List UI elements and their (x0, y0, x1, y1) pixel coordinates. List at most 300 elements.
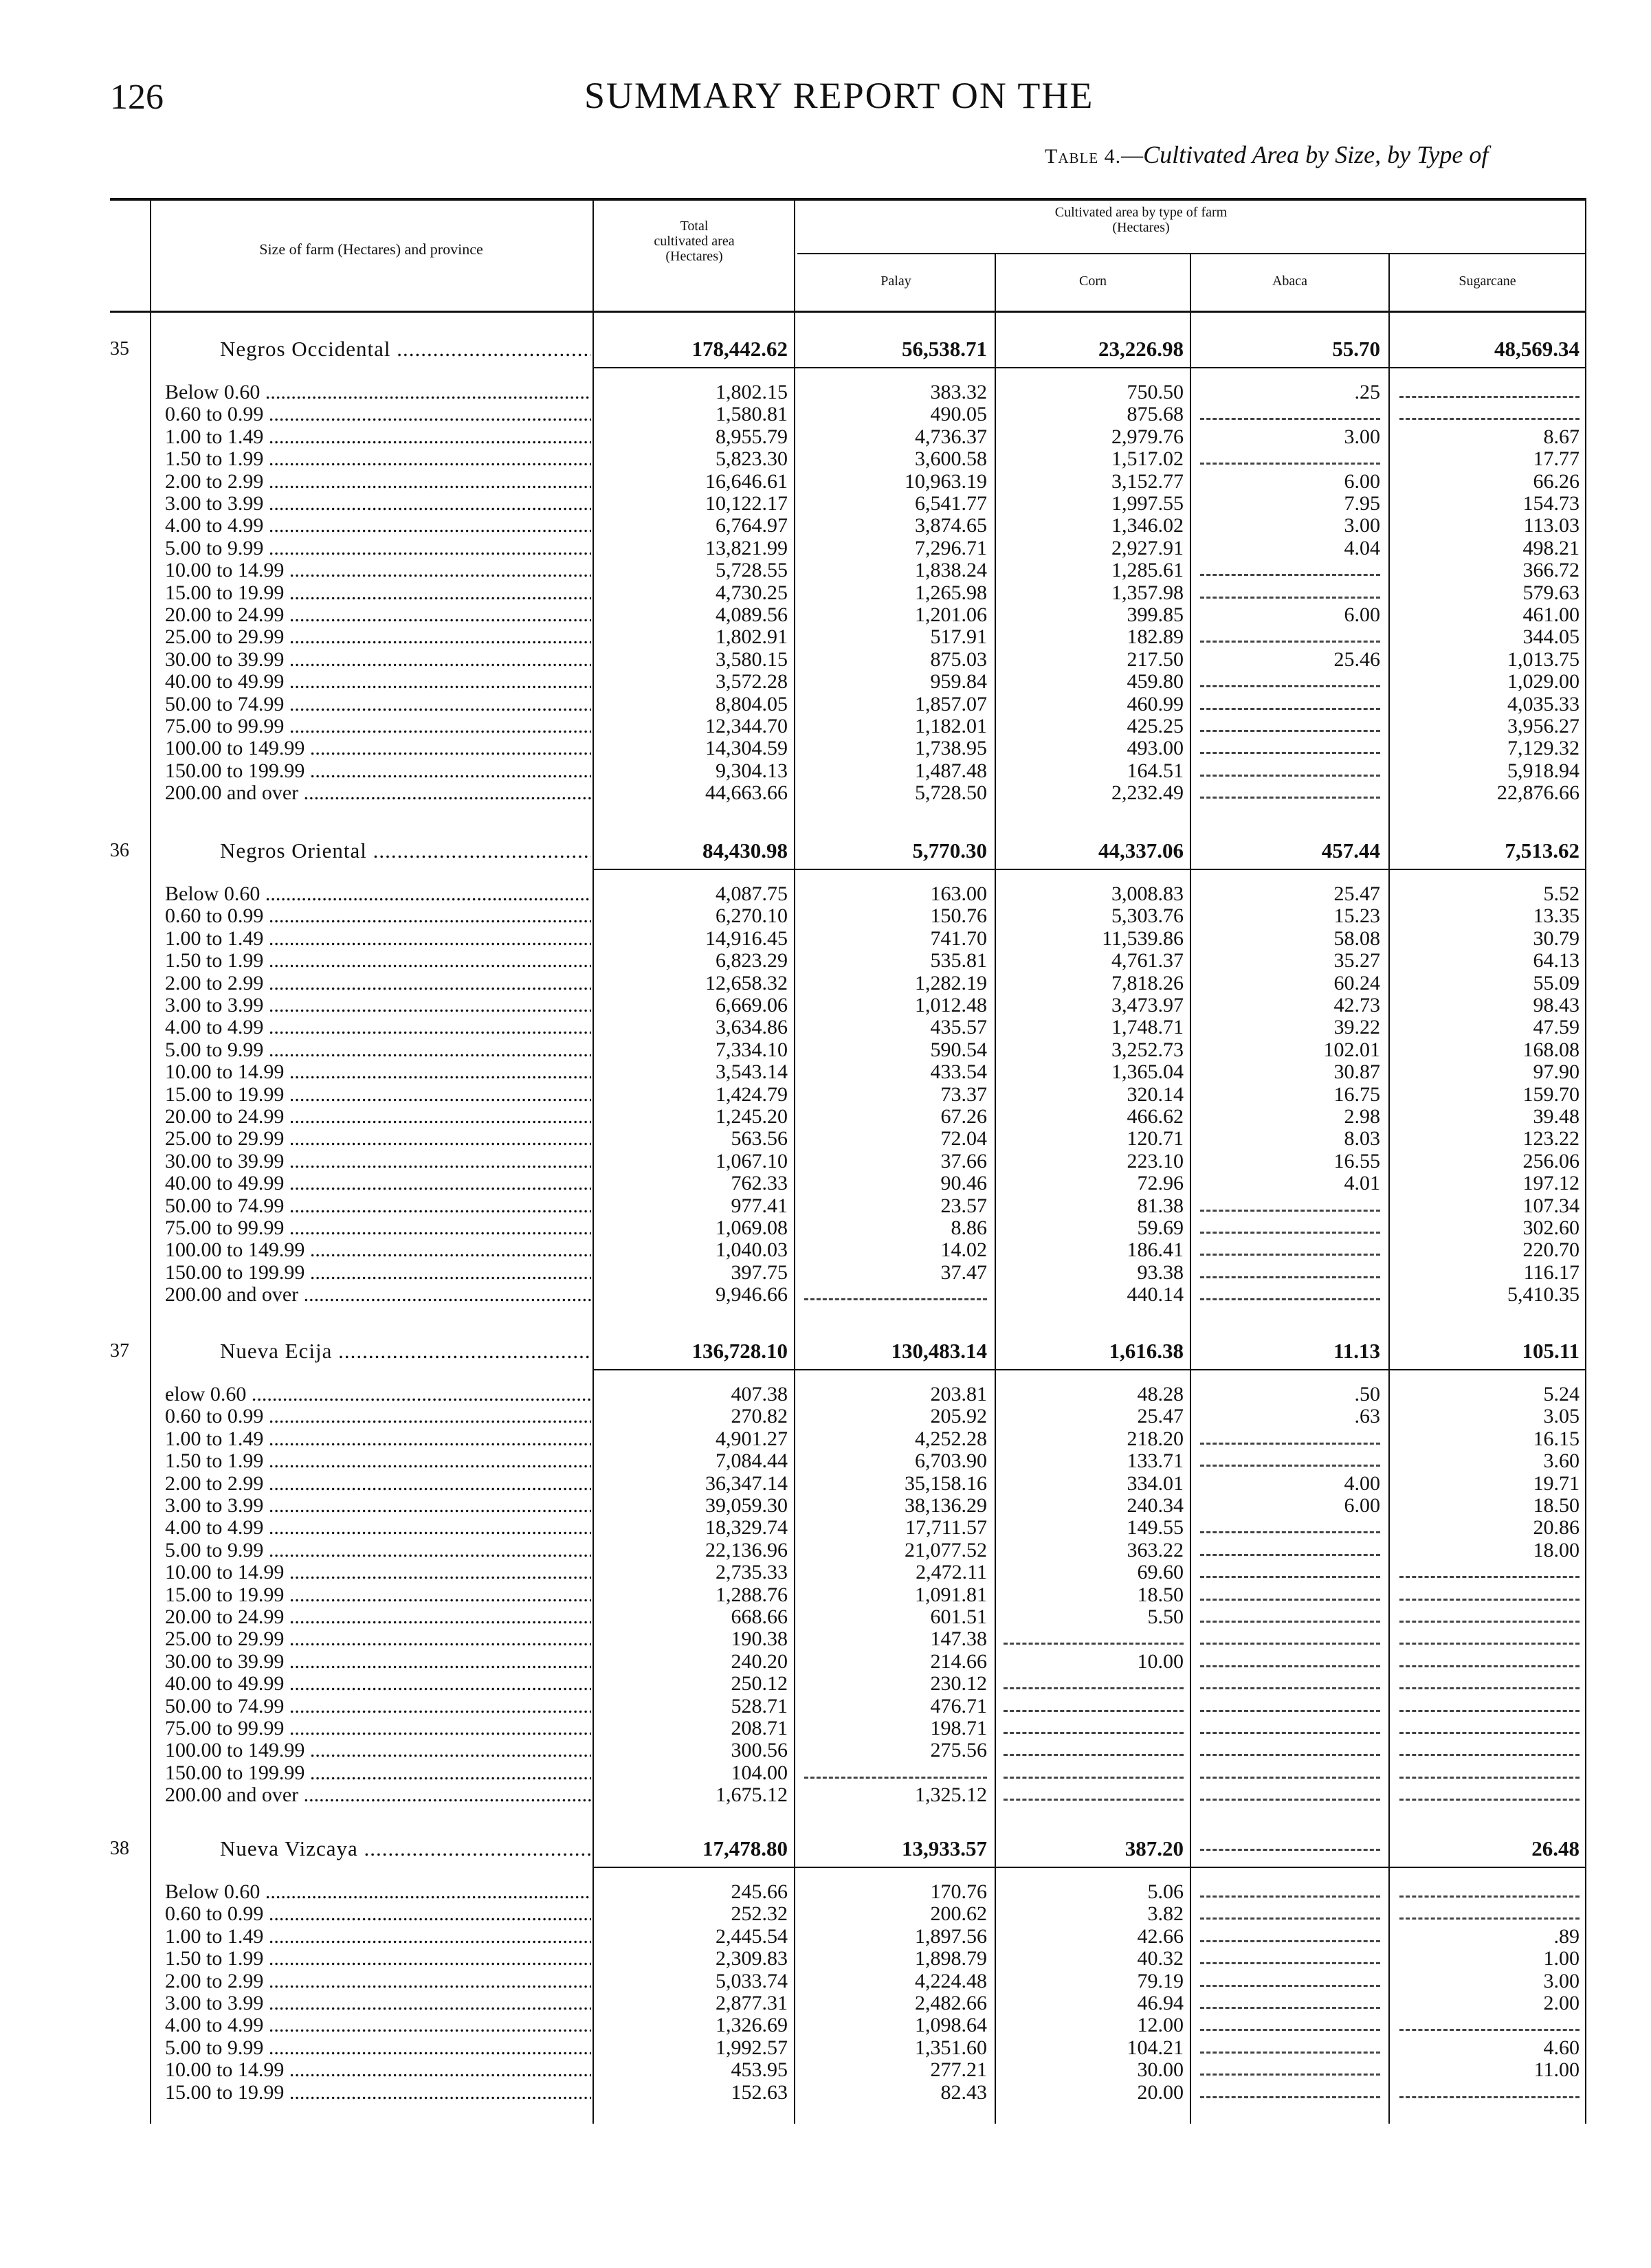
value-cell: 79.19 (1137, 1970, 1184, 1992)
table-row (0, 1150, 1651, 1172)
value-cell: 81.38 (1137, 1194, 1184, 1217)
value-cell: 1,487.48 (915, 759, 987, 782)
value-cell: 435.57 (930, 1016, 987, 1038)
table-row (0, 927, 1651, 950)
value-cell: 19.71 (1533, 1472, 1580, 1495)
value-cell: 42.66 (1137, 1925, 1184, 1948)
total-cell: 56,538.71 (902, 337, 987, 361)
empty-cell (1200, 1232, 1380, 1234)
empty-cell (1399, 1576, 1580, 1578)
value-cell: 1,802.15 (716, 381, 788, 403)
value-cell: 7,296.71 (915, 537, 987, 559)
value-cell: 149.55 (1127, 1516, 1184, 1539)
size-class-label: 5.00 to 9.99 ..... (165, 1539, 591, 1561)
value-cell: 18.50 (1137, 1583, 1184, 1606)
value-cell: 10.00 (1137, 1650, 1184, 1673)
value-cell: 46.94 (1137, 1992, 1184, 2014)
value-cell: 601.51 (930, 1605, 987, 1628)
empty-cell (1200, 1732, 1380, 1734)
empty-cell (1200, 1849, 1380, 1851)
empty-cell (1004, 1710, 1184, 1712)
value-cell: 668.66 (731, 1605, 788, 1628)
value-cell: 35,158.16 (905, 1472, 987, 1495)
value-cell: 2,735.33 (716, 1561, 788, 1583)
value-cell: 460.99 (1127, 693, 1184, 715)
value-cell: 425.25 (1127, 715, 1184, 737)
group-header-rule (797, 253, 1585, 254)
value-cell: 1,326.69 (716, 2014, 788, 2036)
value-cell: 383.32 (930, 381, 987, 403)
value-cell: 762.33 (731, 1172, 788, 1194)
value-cell: 875.03 (930, 648, 987, 671)
value-cell: 2,482.66 (915, 1992, 987, 2014)
table-row (0, 1283, 1651, 1306)
table-row (0, 2058, 1651, 2081)
value-cell: 1,992.57 (716, 2036, 788, 2059)
empty-cell (1004, 1799, 1184, 1801)
value-cell: 875.68 (1127, 403, 1184, 425)
value-cell: 1,997.55 (1111, 492, 1184, 515)
value-cell: 1,802.91 (716, 625, 788, 648)
size-class-label: 100.00 to 149.99 ..... (165, 1739, 591, 1761)
table-row (0, 1261, 1651, 1284)
value-cell: 217.50 (1127, 648, 1184, 671)
size-class-label: 15.00 to 19.99 ..... (165, 2081, 591, 2104)
value-cell: 270.82 (731, 1405, 788, 1427)
value-cell: 344.05 (1522, 625, 1580, 648)
value-cell: 1,029.00 (1507, 670, 1580, 693)
value-cell: 300.56 (731, 1739, 788, 1761)
table-row (0, 2036, 1651, 2059)
value-cell: 25.47 (1333, 882, 1380, 905)
empty-cell (1200, 752, 1380, 754)
province-total-rule (592, 869, 1585, 870)
value-cell: 182.89 (1127, 625, 1184, 648)
size-class-label: 3.00 to 3.99 ..... (165, 492, 591, 515)
value-cell: 1,013.75 (1507, 648, 1580, 671)
size-class-label: 75.00 to 99.99 ..... (165, 1216, 591, 1239)
size-class-label: 5.00 to 9.99 ..... (165, 2036, 591, 2059)
value-cell: 240.34 (1127, 1494, 1184, 1517)
size-class-label: 50.00 to 74.99 ..... (165, 693, 591, 715)
value-cell: 1.00 (1543, 1947, 1580, 1970)
size-class-label: 1.50 to 1.99 ..... (165, 447, 591, 470)
size-class-label: 4.00 to 4.99 ..... (165, 2014, 591, 2036)
total-cell: 136,728.10 (691, 1339, 788, 1363)
value-cell: 6,541.77 (915, 492, 987, 515)
empty-cell (1200, 775, 1380, 777)
value-cell: 35.27 (1333, 949, 1380, 972)
size-class-label: 5.00 to 9.99 ..... (165, 1038, 591, 1061)
value-cell: 2,472.11 (916, 1561, 987, 1583)
size-class-label: 20.00 to 24.99 ..... (165, 603, 591, 626)
value-cell: 55.09 (1533, 972, 1580, 994)
empty-cell (1200, 730, 1380, 732)
value-cell: 2,979.76 (1111, 425, 1184, 448)
value-cell: 4.01 (1344, 1172, 1380, 1194)
size-class-label: 30.00 to 39.99 ..... (165, 1650, 591, 1673)
table-row (0, 2014, 1651, 2036)
value-cell: 14,916.45 (705, 927, 788, 950)
total-cell: 130,483.14 (891, 1339, 987, 1363)
value-cell: 6.00 (1344, 603, 1380, 626)
empty-cell (1200, 2007, 1380, 2009)
value-cell: 16.75 (1333, 1083, 1380, 1106)
value-cell: 152.63 (731, 2081, 788, 2104)
value-cell: 1,098.64 (915, 2014, 987, 2036)
header-sugarcane: Sugarcane (1459, 274, 1516, 289)
value-cell: 3,600.58 (915, 447, 987, 470)
value-cell: 277.21 (930, 2058, 987, 2081)
value-cell: 1,738.95 (915, 737, 987, 759)
header-palay: Palay (880, 274, 911, 289)
header-corn: Corn (1079, 274, 1107, 289)
value-cell: 1,346.02 (1111, 514, 1184, 537)
empty-cell (1200, 708, 1380, 710)
value-cell: 407.38 (731, 1383, 788, 1405)
table-row (0, 1016, 1651, 1038)
value-cell: 3,956.27 (1507, 715, 1580, 737)
province-total-rule (592, 367, 1585, 368)
empty-cell (1399, 1599, 1580, 1601)
size-class-label: 40.00 to 49.99 ..... (165, 1172, 591, 1194)
value-cell: 1,265.98 (915, 581, 987, 604)
value-cell: 107.34 (1522, 1194, 1580, 1217)
value-cell: 72.96 (1137, 1172, 1184, 1194)
value-cell: 23.57 (940, 1194, 987, 1217)
value-cell: 3,634.86 (716, 1016, 788, 1038)
value-cell: 147.38 (930, 1627, 987, 1650)
size-class-label: 1.50 to 1.99 ..... (165, 1947, 591, 1970)
empty-cell (1200, 685, 1380, 687)
table-row (0, 1449, 1651, 1472)
size-class-label: 75.00 to 99.99 ..... (165, 1717, 591, 1739)
total-cell: 23,226.98 (1098, 337, 1184, 361)
empty-cell (1004, 1643, 1184, 1645)
value-cell: 20.00 (1137, 2081, 1184, 2104)
empty-cell (1200, 1443, 1380, 1445)
value-cell: 1,898.79 (915, 1947, 987, 1970)
value-cell: 42.73 (1333, 994, 1380, 1016)
table-row (0, 1494, 1651, 1517)
value-cell: 517.91 (930, 625, 987, 648)
empty-cell (1399, 1643, 1580, 1645)
size-class-label: 20.00 to 24.99 ..... (165, 1105, 591, 1128)
value-cell: 22,136.96 (705, 1539, 788, 1561)
value-cell: 64.13 (1533, 949, 1580, 972)
value-cell: 4,761.37 (1111, 949, 1184, 972)
empty-cell (1004, 1732, 1184, 1734)
value-cell: 10,963.19 (905, 470, 987, 493)
value-cell: 1,091.81 (915, 1583, 987, 1606)
table-row (0, 1405, 1651, 1427)
value-cell: 1,365.04 (1111, 1060, 1184, 1083)
table-row (0, 1105, 1651, 1128)
value-cell: 104.00 (731, 1761, 788, 1784)
size-class-label: Below 0.60 ..... (165, 882, 591, 905)
size-class-label: 100.00 to 149.99 ..... (165, 1238, 591, 1261)
value-cell: 5.06 (1147, 1880, 1184, 1903)
province-total-row (0, 836, 1651, 866)
value-cell: 1,069.08 (716, 1216, 788, 1239)
size-class-label: 20.00 to 24.99 ..... (165, 1605, 591, 1628)
value-cell: 58.08 (1333, 927, 1380, 950)
value-cell: 498.21 (1522, 537, 1580, 559)
size-class-label: 2.00 to 2.99 ..... (165, 1970, 591, 1992)
empty-cell (1200, 597, 1380, 599)
value-cell: 214.66 (930, 1650, 987, 1673)
value-cell: 73.37 (940, 1083, 987, 1106)
table-row (0, 581, 1651, 604)
value-cell: 10,122.17 (705, 492, 788, 515)
value-cell: 3,572.28 (716, 670, 788, 693)
value-cell: 466.62 (1127, 1105, 1184, 1128)
value-cell: 5.52 (1543, 882, 1580, 905)
running-head: SUMMARY REPORT ON THE (584, 75, 1094, 116)
empty-cell (1399, 1799, 1580, 1801)
value-cell: 4,736.37 (915, 425, 987, 448)
province-total-rule (592, 1867, 1585, 1868)
value-cell: 476.71 (930, 1695, 987, 1717)
empty-cell (1200, 1777, 1380, 1779)
empty-cell (1200, 1531, 1380, 1533)
value-cell: 120.71 (1127, 1127, 1184, 1150)
value-cell: 461.00 (1522, 603, 1580, 626)
value-cell: 6,823.29 (716, 949, 788, 972)
empty-cell (1399, 1895, 1580, 1898)
empty-cell (1399, 418, 1580, 420)
table-row (0, 1516, 1651, 1539)
table-row (0, 381, 1651, 403)
value-cell: 5,918.94 (1507, 759, 1580, 782)
value-cell: 13.35 (1533, 904, 1580, 927)
value-cell: 159.70 (1522, 1083, 1580, 1106)
value-cell: 334.01 (1127, 1472, 1184, 1495)
size-class-label: 40.00 to 49.99 ..... (165, 1672, 591, 1695)
size-class-label: 25.00 to 29.99 ..... (165, 1127, 591, 1150)
value-cell: 563.56 (731, 1127, 788, 1150)
table-row (0, 1194, 1651, 1217)
value-cell: 741.70 (930, 927, 987, 950)
value-cell: 39,059.30 (705, 1494, 788, 1517)
value-cell: 4.00 (1344, 1472, 1380, 1495)
value-cell: 2,309.83 (716, 1947, 788, 1970)
value-cell: 18.50 (1533, 1494, 1580, 1517)
value-cell: 1,517.02 (1111, 447, 1184, 470)
empty-cell (1200, 1599, 1380, 1601)
table-row (0, 1739, 1651, 1761)
value-cell: 5,728.50 (915, 781, 987, 804)
province-total-row (0, 1336, 1651, 1366)
table-row (0, 1539, 1651, 1561)
value-cell: 1,012.48 (915, 994, 987, 1016)
value-cell: 1,897.56 (915, 1925, 987, 1948)
value-cell: 66.26 (1533, 470, 1580, 493)
value-cell: 8.67 (1543, 425, 1580, 448)
empty-cell (1200, 1799, 1380, 1801)
value-cell: 200.62 (930, 1902, 987, 1925)
empty-cell (1200, 1754, 1380, 1756)
empty-cell (1004, 1687, 1184, 1689)
size-class-label: 1.00 to 1.49 ..... (165, 425, 591, 448)
value-cell: 4,901.27 (716, 1427, 788, 1450)
value-cell: 7,818.26 (1111, 972, 1184, 994)
value-cell: 9,946.66 (716, 1283, 788, 1306)
size-class-label: 200.00 and over ..... (165, 1283, 591, 1306)
table-row (0, 1695, 1651, 1717)
size-class-label: 2.00 to 2.99 ..... (165, 972, 591, 994)
value-cell: 72.04 (940, 1127, 987, 1150)
value-cell: 14.02 (940, 1238, 987, 1261)
value-cell: 2.98 (1344, 1105, 1380, 1128)
value-cell: 2,877.31 (716, 1992, 788, 2014)
value-cell: 16.15 (1533, 1427, 1580, 1450)
table-row (0, 737, 1651, 759)
value-cell: 459.80 (1127, 670, 1184, 693)
size-class-label: 1.00 to 1.49 ..... (165, 1427, 591, 1450)
size-class-label: 1.00 to 1.49 ..... (165, 1925, 591, 1948)
value-cell: 3,008.83 (1111, 882, 1184, 905)
value-cell: 397.75 (731, 1261, 788, 1284)
table-caption-label: Table 4. (1045, 145, 1122, 168)
value-cell: 7,129.32 (1507, 737, 1580, 759)
value-cell: 3.60 (1543, 1449, 1580, 1472)
value-cell: 5,410.35 (1507, 1283, 1580, 1306)
value-cell: 30.79 (1533, 927, 1580, 950)
value-cell: 399.85 (1127, 603, 1184, 626)
table-row (0, 648, 1651, 671)
value-cell: 198.71 (930, 1717, 987, 1739)
province-total-row (0, 334, 1651, 364)
value-cell: 6.00 (1344, 1494, 1380, 1517)
table-row (0, 425, 1651, 448)
value-cell: 1,675.12 (716, 1783, 788, 1806)
empty-cell (1200, 1665, 1380, 1667)
size-class-label: Below 0.60 ..... (165, 1880, 591, 1903)
header-stub: Size of farm (Hectares) and province (259, 241, 483, 258)
size-class-label: 50.00 to 74.99 ..... (165, 1695, 591, 1717)
table-caption (1045, 140, 1488, 169)
total-cell: 5,770.30 (912, 838, 987, 863)
empty-cell (1399, 2029, 1580, 2031)
value-cell: 8.03 (1344, 1127, 1380, 1150)
table-row (0, 2081, 1651, 2104)
value-cell: 113.03 (1523, 514, 1580, 537)
province-name: Nueva Ecija ..... (220, 1336, 591, 1366)
total-cell: 17,478.80 (702, 1836, 788, 1860)
value-cell: 123.22 (1522, 1127, 1580, 1150)
size-class-label: 40.00 to 49.99 ..... (165, 670, 591, 693)
empty-cell (1399, 396, 1580, 398)
value-cell: 5,728.55 (716, 559, 788, 581)
value-cell: 1,357.98 (1111, 581, 1184, 604)
value-cell: 104.21 (1127, 2036, 1184, 2059)
value-cell: 17.77 (1533, 447, 1580, 470)
value-cell: 1,580.81 (716, 403, 788, 425)
value-cell: 60.24 (1333, 972, 1380, 994)
table-row (0, 781, 1651, 804)
table-row (0, 1605, 1651, 1628)
table-row (0, 1627, 1651, 1650)
province-total-rule (592, 1369, 1585, 1370)
empty-cell (1200, 1940, 1380, 1942)
value-cell: 38,136.29 (905, 1494, 987, 1517)
value-cell: 39.48 (1533, 1105, 1580, 1128)
total-cell: 44,337.06 (1098, 838, 1184, 863)
table-row (0, 1038, 1651, 1061)
value-cell: 1,325.12 (915, 1783, 987, 1806)
size-class-label: 150.00 to 199.99 ..... (165, 759, 591, 782)
value-cell: 4,035.33 (1507, 693, 1580, 715)
value-cell: 1,182.01 (915, 715, 987, 737)
size-class-label: Below 0.60 ..... (165, 381, 591, 403)
value-cell: 97.90 (1533, 1060, 1580, 1083)
value-cell: 22,876.66 (1497, 781, 1580, 804)
value-cell: 252.32 (731, 1902, 788, 1925)
value-cell: 48.28 (1137, 1383, 1184, 1405)
size-class-label: 10.00 to 14.99 ..... (165, 2058, 591, 2081)
table-row (0, 972, 1651, 994)
value-cell: 5.24 (1543, 1383, 1580, 1405)
value-cell: 275.56 (930, 1739, 987, 1761)
value-cell: 1,838.24 (915, 559, 987, 581)
value-cell: 433.54 (930, 1060, 987, 1083)
size-class-label: 100.00 to 149.99 ..... (165, 737, 591, 759)
value-cell: 30.00 (1137, 2058, 1184, 2081)
size-class-label: 150.00 to 199.99 ..... (165, 1261, 591, 1284)
value-cell: 93.38 (1137, 1261, 1184, 1284)
value-cell: 3.00 (1344, 514, 1380, 537)
size-class-label: 15.00 to 19.99 ..... (165, 581, 591, 604)
table-row (0, 670, 1651, 693)
province-name: Negros Occidental ..... (220, 334, 591, 364)
value-cell: 12.00 (1137, 2014, 1184, 2036)
size-class-label: 5.00 to 9.99 ..... (165, 537, 591, 559)
value-cell: 37.66 (940, 1150, 987, 1172)
value-cell: 453.95 (731, 2058, 788, 2081)
value-cell: 218.20 (1127, 1427, 1184, 1450)
value-cell: 21,077.52 (905, 1539, 987, 1561)
table-row (0, 1583, 1651, 1606)
value-cell: .89 (1553, 1925, 1580, 1948)
value-cell: 67.26 (940, 1105, 987, 1128)
value-cell: 440.14 (1127, 1283, 1184, 1306)
value-cell: 1,067.10 (716, 1150, 788, 1172)
value-cell: 5,303.76 (1111, 904, 1184, 927)
value-cell: 16,646.61 (705, 470, 788, 493)
value-cell: 3.82 (1147, 1902, 1184, 1925)
empty-cell (1200, 2096, 1380, 2098)
table-row (0, 904, 1651, 927)
total-cell: 457.44 (1321, 838, 1380, 863)
value-cell: 1,857.07 (915, 693, 987, 715)
size-class-label: 10.00 to 14.99 ..... (165, 1060, 591, 1083)
value-cell: 4,089.56 (716, 603, 788, 626)
value-cell: 14,304.59 (705, 737, 788, 759)
value-cell: 363.22 (1127, 1539, 1184, 1561)
value-cell: 3.00 (1344, 425, 1380, 448)
value-cell: 39.22 (1333, 1016, 1380, 1038)
table-row (0, 625, 1651, 648)
total-cell: 84,430.98 (702, 838, 788, 863)
table-row (0, 1970, 1651, 1992)
table-row (0, 537, 1651, 559)
size-class-label: 200.00 and over ..... (165, 781, 591, 804)
size-class-label: 15.00 to 19.99 ..... (165, 1583, 591, 1606)
size-class-label: 0.60 to 0.99 ..... (165, 904, 591, 927)
value-cell: 37.47 (940, 1261, 987, 1284)
value-cell: 1,288.76 (716, 1583, 788, 1606)
